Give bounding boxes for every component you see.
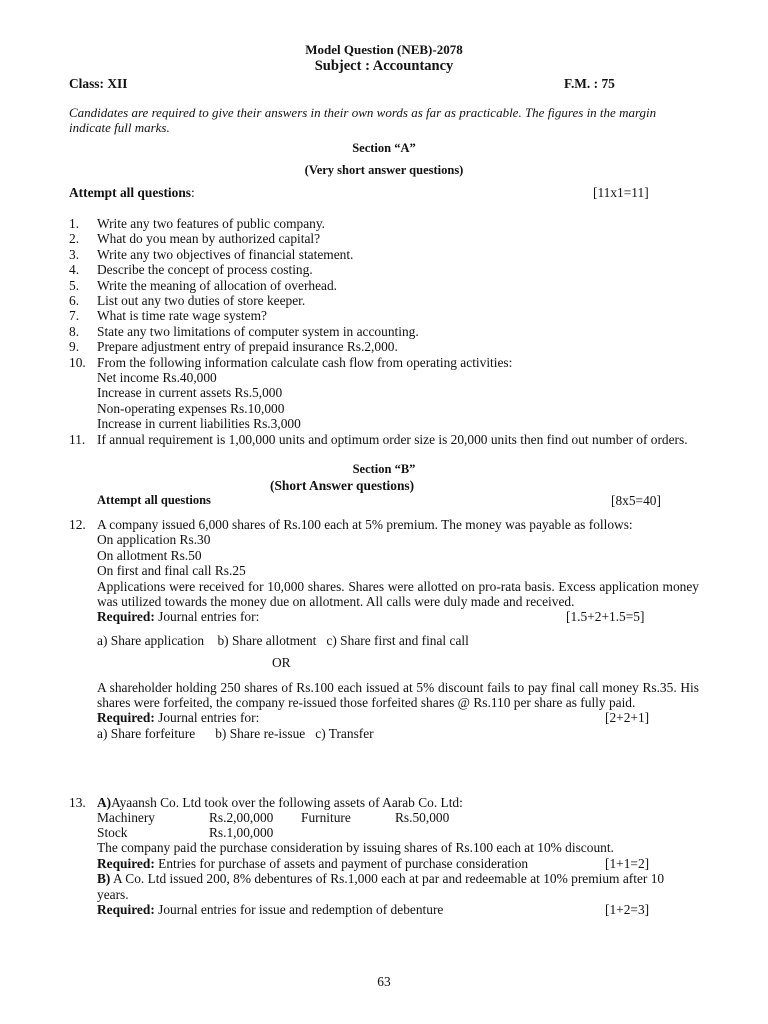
q12-alt-paragraph: A shareholder holding 250 shares of Rs.100 each issued at 5% discount fails to pay final call money Rs.35. His shares were forfeited, the company re-issued those forfeited shares @ Rs.110 per share as fully paid.	[97, 679, 699, 711]
q12-payment: On application Rs.30	[97, 532, 211, 548]
q10-item: Increase in current liabilities Rs.3,000	[97, 416, 301, 432]
section-a-subtitle: (Very short answer questions)	[304, 163, 464, 177]
question-number: 2.	[69, 231, 80, 247]
section-a-title: Section “A”	[352, 141, 416, 155]
list-item	[69, 247, 699, 262]
part-a-text: Ayaansh Co. Ltd took over the following assets of Aarab Co. Ltd:	[111, 795, 463, 810]
required-text: Journal entries for:	[158, 710, 260, 726]
question-number: 4.	[69, 262, 80, 278]
list-item	[69, 262, 699, 277]
list-item	[69, 216, 699, 231]
q12-required	[97, 609, 699, 624]
list-item	[69, 432, 699, 447]
section-b-title: Section “B”	[352, 462, 416, 476]
required-label: Required:	[97, 609, 155, 625]
q12-paragraph: Applications were received for 10,000 shares. Shares were allotted on pro-rata basis. Excess application money was utilized towards the money due on allotment. All calls were duly made and received.	[97, 578, 699, 610]
list-item	[69, 308, 699, 323]
section-a-question-list	[69, 216, 699, 447]
required-marks: [1+1=2]	[605, 855, 650, 871]
question-number: 5.	[69, 277, 80, 293]
section-b-marks: [8x5=40]	[611, 493, 661, 508]
question-number: 11.	[69, 431, 86, 447]
question-text: What do you mean by authorized capital?	[97, 231, 321, 247]
section-a-attempt	[69, 185, 195, 200]
list-item	[69, 293, 699, 308]
required-label: Required:	[97, 710, 155, 726]
full-marks-label: F.M. : 75	[564, 76, 615, 91]
question-number: 12.	[69, 517, 86, 532]
question-text: State any two limitations of computer system in accounting.	[97, 323, 419, 339]
q12-intro: A company issued 6,000 shares of Rs.100 each at 5% premium. The money was payable as follows:	[97, 517, 633, 532]
list-item	[69, 231, 699, 246]
part-b-text: A Co. Ltd issued 200, 8% debentures of Rs.1,000 each at par and redeemable at 10% premium after 10 years.	[97, 871, 665, 902]
q12-payment: On first and final call Rs.25	[97, 563, 246, 579]
stock-value: Rs.1,00,000	[209, 825, 274, 841]
part-a-label: A)	[97, 795, 112, 810]
class-label: Class: XII	[69, 76, 128, 91]
question-number: 9.	[69, 339, 80, 355]
list-item	[69, 355, 699, 432]
question-text: List out any two duties of store keeper.	[97, 293, 306, 309]
required-label: Required:	[97, 902, 155, 918]
list-item	[69, 339, 699, 354]
subject-title: Subject : Accountancy	[314, 58, 454, 74]
assets-row-1	[97, 810, 699, 825]
question-number: 6.	[69, 293, 80, 309]
question-13	[69, 795, 699, 917]
question-number: 3.	[69, 246, 80, 262]
machinery-label: Machinery	[97, 810, 156, 826]
required-text: Journal entries for:	[158, 609, 260, 625]
question-text: Write any two features of public company.	[97, 216, 326, 231]
question-text: From the following information calculate cash flow from operating activities:	[97, 354, 513, 370]
attempt-label: Attempt all questions	[69, 185, 192, 200]
q12-alt-required	[97, 710, 699, 725]
list-item	[69, 278, 699, 293]
list-item	[69, 324, 699, 339]
q12-parts: a) Share application b) Share allotment c) Share first and final call	[97, 632, 469, 648]
q13-b-required	[97, 902, 699, 917]
question-text: Write the meaning of allocation of overhead.	[97, 277, 338, 293]
required-marks: [1+2=3]	[605, 902, 650, 918]
part-b-label: B)	[97, 871, 111, 887]
question-text: Write any two objectives of financial statement.	[97, 246, 354, 262]
or-separator: OR	[272, 655, 291, 671]
page-number: 63	[377, 974, 391, 989]
question-number: 10.	[69, 354, 86, 370]
question-number: 1.	[69, 216, 80, 231]
required-marks: [2+2+1]	[605, 710, 650, 726]
stock-label: Stock	[97, 825, 128, 841]
q10-item: Net income Rs.40,000	[97, 370, 217, 386]
furniture-label: Furniture	[301, 810, 351, 826]
question-number: 7.	[69, 308, 80, 324]
q13-part-b	[97, 871, 699, 902]
q10-item: Increase in current assets Rs.5,000	[97, 385, 283, 401]
question-12	[69, 517, 699, 741]
section-b-attempt: Attempt all questions	[97, 493, 211, 507]
q12-alt-parts: a) Share forfeiture b) Share re-issue c) Transfer	[97, 725, 374, 741]
required-label: Required:	[97, 855, 155, 871]
q10-item: Non-operating expenses Rs.10,000	[97, 400, 285, 416]
attempt-colon: :	[191, 185, 195, 200]
q13-a-required	[97, 856, 699, 871]
question-text: Prepare adjustment entry of prepaid insurance Rs.2,000.	[97, 339, 398, 355]
q12-payment: On allotment Rs.50	[97, 547, 202, 563]
required-marks: [1.5+2+1.5=5]	[566, 609, 645, 625]
required-text: Journal entries for issue and redemption of debenture	[158, 902, 444, 918]
q13-consideration: The company paid the purchase consideration by issuing shares of Rs.100 each at 10% discount.	[97, 840, 614, 856]
furniture-value: Rs.50,000	[395, 810, 450, 826]
question-number: 8.	[69, 323, 80, 339]
q13-part-a	[97, 795, 699, 810]
machinery-value: Rs.2,00,000	[209, 810, 274, 826]
question-number: 13.	[69, 795, 86, 810]
model-question-title: Model Question (NEB)-2078	[305, 42, 463, 57]
section-a-marks: [11x1=11]	[593, 185, 649, 200]
question-text: What is time rate wage system?	[97, 308, 267, 324]
required-text: Entries for purchase of assets and payment of purchase consideration	[158, 855, 529, 871]
question-text: Describe the concept of process costing.	[97, 262, 313, 278]
assets-row-2	[97, 825, 699, 840]
instructions: Candidates are required to give their answers in their own words as far as practicable. The figures in the margin indicate full marks.	[69, 105, 657, 136]
section-b-subtitle: (Short Answer questions)	[270, 478, 415, 493]
question-text: If annual requirement is 1,00,000 units and optimum order size is 20,000 units then find out number of orders.	[97, 431, 688, 447]
